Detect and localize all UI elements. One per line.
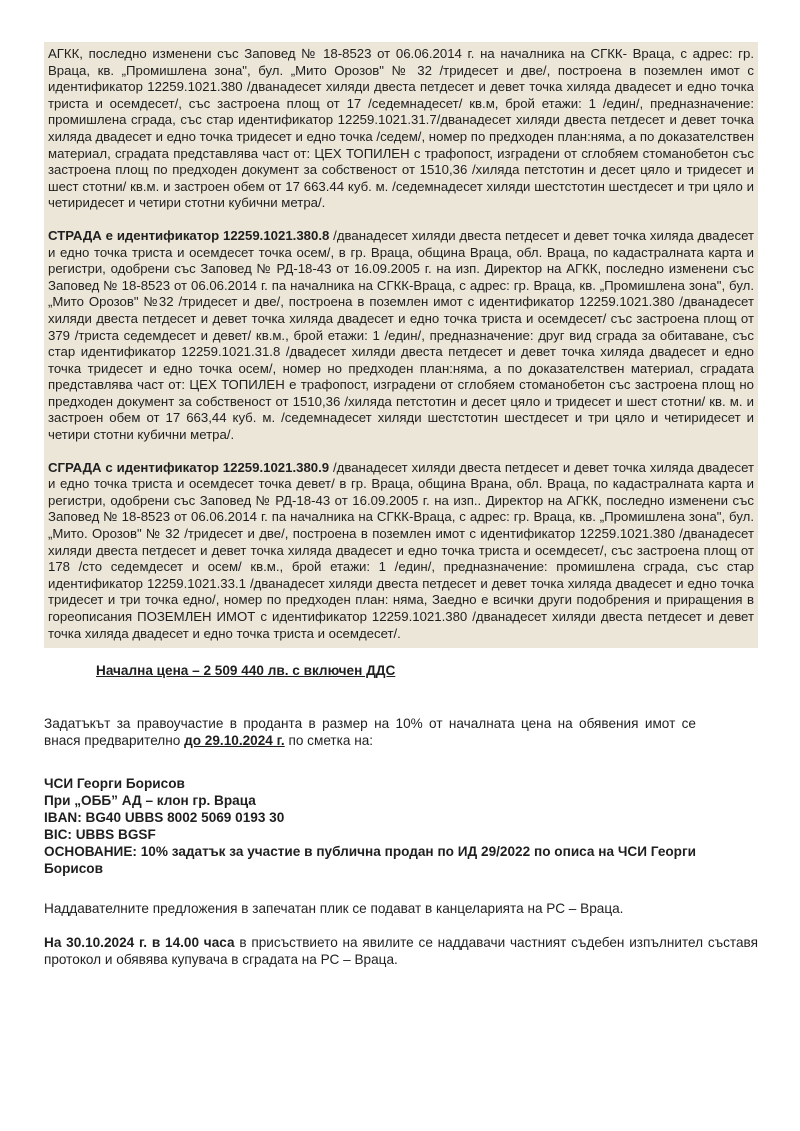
bank-details [44,775,696,877]
paragraph-sgrada-380-9-lead: СГРАДА с идентификатор 12259.1021.380.9 [48,459,330,475]
paragraph-strada-380-8 [48,228,754,444]
deposit-text-before: Задатъкът за правоучастие в проданта в размер на 10% от началната цена на обявения имот се внася предварително [44,716,696,749]
paragraph-strada-380-8-text: /дванадесет хиляди двеста петдесет и девет точка хиляда двадесет и едно точка триста и осемдесет точка осем/, в гр. Враца, община Враца, обл. Враца, по кадастралната карта и регистри, одобрени със Заповед № РД-18-43 от 16.09.2005 г. на изп. Директор на АГКК, последно изменени със Заповед № 18-8523 от 06.06.2014 г. па началника на СГКК-Враца, с адрес: гр. Враца, кв. „Промишлена зона", бул. „Мито Орозов" №32 /тридесет и две/, построена в поземлен имот с идентификатор 12259.1021.380 /дванадесет хиляди двеста петдесет и девет точка хиляда двадесет и едно точка триста и осемдесет/ със застроена площ от 379 /триста седемдесет и девет/ кв.м., брой етажи: 1 /един/, предназначение: друг вид сграда за обитаване, със стар идентификатор 12259.1021.31.8 /двадесет хиляди двеста петдесет и девет точка хиляда двадесет и едно точка тридесет и едно точка осем/, номер но предходен план:няма, а по доказателствен материал, сградата представлява част от: ЦЕХ ТОПИЛЕН е трафопост, изградени от сглобяем стоманобетон със застроена площ но предходен документ за собственост от 1510,36 /хиляда петстотин и десет цяло и тридесет и шест стотни/ кв. м. и застроен обем от 17 663,44 куб. м. /седемнадесет хиляди шестстотин шестдесет и три цяло и четиридесет и четири стотни кубични метра/. [48,227,754,443]
paragraph-building-description [48,46,754,212]
deposit-paragraph [44,715,696,749]
paragraph-sgrada-380-9 [48,460,754,643]
announcement-date-time: На 30.10.2024 г. в 14.00 часа [44,935,235,951]
starting-price-line: Начална цена – 2 509 440 лв. с включен ДДС [96,663,396,679]
deposit-deadline: до 29.10.2024 г. [184,733,285,749]
buyer-announcement-paragraph [44,934,758,968]
document-content [44,42,758,982]
highlighted-section [44,42,758,648]
bids-submission-line: Наддавателните предложения в запечатан плик се подават в канцеларията на РС – Враца. [44,901,624,917]
bic-line: BIC: UBBS BGSF [44,827,156,843]
payment-basis-line: ОСНОВАНИЕ: 10% задатък за участие в публична продан по ИД 29/2022 по описа на ЧСИ Георги Борисов [44,844,696,877]
iban-line: IBAN: BG40 UBBS 8002 5069 0193 30 [44,810,285,826]
paragraph-gap [48,444,754,460]
bank-name-line: При „ОББ” АД – клон гр. Враца [44,793,256,809]
paragraph-building-description-text: АГКК, последно изменени със Заповед № 18-8523 от 06.06.2014 г. на началника на СГКК- Враца, с адрес: гр. Враца, кв. „Промишлена зона", бул. „Мито Орозов" № 32 /тридесет и две/, построена в поземлен имот с идентификатор 12259.1021.380 /дванадесет хиляди двеста петдесет и девет точка хиляда двадесет и едно точка триста и осемдесет/, със застроена площ от 17 /седемнадесет/ кв.м, брой етажи: 1 /един/, предназначение: промишлена сграда, със стар идентификатор 12259.1021.31.7/дванадесет хиляди двеста петдесет и девет точка хиляда двадесет и едно точка тридесет и едно точка /седем/, номер по предходен план:няма, а по доказателствен материал, сградата представлява част от: ЦЕХ ТОПИЛЕН с трафопост, изградени от сглобяем стоманобетон със застроена площ по предходен документ за собственост от 1510,36 /хиляда петстотин и десет цяло и тридесет и шест стотни/ кв.м. и застроен обем от 17 663.44 куб. м. /седемнадесет хиляди шестстотин шестдесет и три цяло и четиридесет и четири стотни кубични метра/. [48,46,754,211]
paragraph-sgrada-380-9-text: /дванадесет хиляди двеста петдесет и девет точка хиляда двадесет и едно точка триста и осемдесет точка девет/ в гр. Враца, община Врана, обл. Враца, по кадастралната карта и регистри, одобрени със Заповед № РД-18-43 от 16.09.2005 г. на изп.. Директор на АГКК, последно изменени със Заповед № 18-8523 от 06.06.2014 г. па началника на СГКК-Враца, с адрес: гр. Враца, кв. „Промишлена зона", бул. „Мито. Орозов" № 32 /тридесет и две/, построена в поземлен имот с идентификатор 12259.1021.380 /дванадесет хиляди двеста петдесет и девет точка хиляда двадесет и едно точка триста и осемдесет/, със застроена площ от 178 /сто седемдесет и осем/ кв.м., брой етажи: 1 /един/, предназначение: промишлена сграда, със стар идентификатор 12259.1021.33.1 /дванадесет хиляди двеста петдесет и девет точка хиляда двадесет и едно точка тридесет и три точка едно/, номер по предходен план: няма, Заедно е всички други подобрения и приращения в гореописания ПОЗЕМЛЕН ИМОТ с идентификатор 12259.1021.380 /дванадесет хиляди двеста петдесет и девет точка хиляда двадесет и едно точка триста и осемдесет/. [48,459,754,641]
bailiff-name-line: ЧСИ Георги Борисов [44,776,185,792]
deposit-text-after: по сметка на: [284,733,374,749]
paragraph-gap [48,212,754,228]
paragraph-strada-380-8-lead: СТРАДА е идентификатор 12259.1021.380.8 [48,227,330,243]
announcement-text: в присъствието на явилите се наддавачи частният съдебен изпълнител съставя протокол и обявява купувача в сградата на РС – Враца. [44,935,758,968]
